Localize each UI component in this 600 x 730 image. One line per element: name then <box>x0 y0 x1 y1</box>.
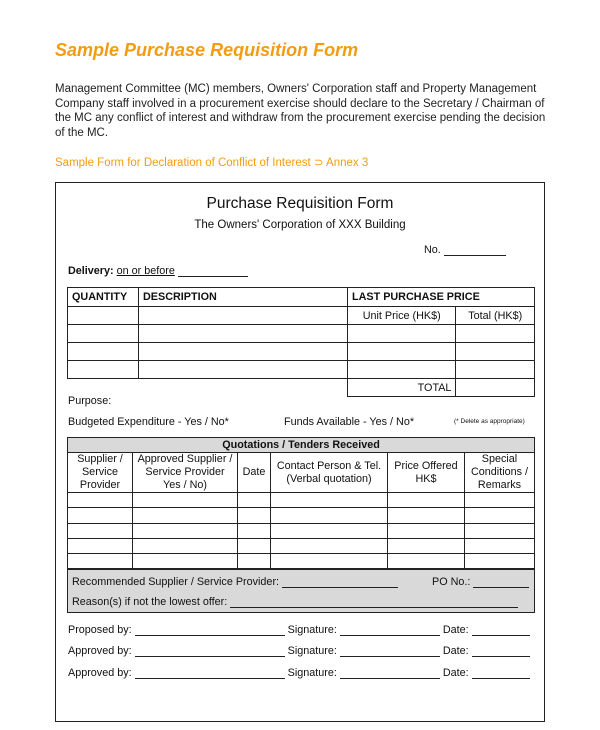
table-cell[interactable] <box>139 325 348 343</box>
table-cell[interactable] <box>465 508 535 523</box>
table-cell[interactable] <box>456 343 535 361</box>
po-field[interactable] <box>432 576 529 588</box>
last-price-header: LAST PURCHASE PRICE <box>348 288 535 307</box>
blank-cell <box>68 379 139 397</box>
reason-label: Reason(s) if not the lowest offer: <box>72 596 228 608</box>
table-cell[interactable] <box>388 554 465 569</box>
delivery-label: Delivery: <box>68 265 114 277</box>
signoff-label: Approved by: <box>68 645 132 657</box>
delivery-value: on or before <box>116 265 175 277</box>
page-title: Sample Purchase Requisition Form <box>55 40 359 60</box>
signoff-row <box>68 624 530 636</box>
table-cell[interactable] <box>133 493 238 508</box>
po-label: PO No.: <box>432 576 471 588</box>
total-value-cell[interactable] <box>456 379 535 397</box>
date-col: Date <box>238 453 271 493</box>
form-title: Purchase Requisition Form <box>206 195 394 212</box>
table-row <box>68 538 535 553</box>
remarks-col: Special Conditions / Remarks <box>465 453 535 493</box>
total-label: TOTAL <box>348 379 456 397</box>
signoff-label: Approved by: <box>68 667 132 679</box>
table-cell[interactable] <box>456 361 535 379</box>
name-line[interactable] <box>135 635 285 636</box>
table-cell[interactable] <box>68 538 133 553</box>
signature-line[interactable] <box>340 635 440 636</box>
table-row <box>68 343 535 361</box>
number-field[interactable] <box>424 244 506 256</box>
table-cell[interactable] <box>133 554 238 569</box>
table-cell[interactable] <box>465 554 535 569</box>
contact-col: Contact Person & Tel. (Verbal quotation) <box>271 453 388 493</box>
supplier-col: Supplier / Service Provider <box>68 453 133 493</box>
po-line[interactable] <box>473 587 529 588</box>
table-row <box>68 493 535 508</box>
requisition-form <box>55 182 545 722</box>
table-cell[interactable] <box>465 538 535 553</box>
form-subtitle: The Owners' Corporation of XXX Building <box>194 219 406 231</box>
table-cell[interactable] <box>68 307 139 325</box>
table-cell[interactable] <box>68 325 139 343</box>
signature-line[interactable] <box>340 656 440 657</box>
total-price-header: Total (HK$) <box>456 307 535 325</box>
table-cell[interactable] <box>238 508 271 523</box>
signoff-label: Proposed by: <box>68 624 132 636</box>
table-cell[interactable] <box>465 493 535 508</box>
quotations-header: Quotations / Tenders Received <box>68 438 535 453</box>
table-cell[interactable] <box>68 554 133 569</box>
price-col: Price Offered HK$ <box>388 453 465 493</box>
table-cell[interactable] <box>271 523 388 538</box>
table-row <box>68 325 535 343</box>
table-cell[interactable] <box>139 307 348 325</box>
intro-paragraph: Management Committee (MC) members, Owners' Corporation staff and Property Management Company staff involved in a procurement exercise should declare to the Secretary / Chairman of the MC any conflict of interest and withdraw from the procurement exercise pending the decision of the MC. <box>55 83 546 139</box>
recommended-label: Recommended Supplier / Service Provider: <box>72 576 280 588</box>
quotations-table <box>67 437 535 569</box>
table-cell[interactable] <box>139 343 348 361</box>
table-cell[interactable] <box>133 523 238 538</box>
total-row <box>68 379 535 397</box>
table-cell[interactable] <box>68 508 133 523</box>
recommendation-box <box>67 569 535 613</box>
table-cell[interactable] <box>271 538 388 553</box>
number-label: No. <box>424 244 441 256</box>
date-line[interactable] <box>472 635 530 636</box>
unit-price-header: Unit Price (HK$) <box>348 307 456 325</box>
table-cell[interactable] <box>348 325 456 343</box>
approved-col: Approved Supplier / Service Provider Yes / No) <box>133 453 238 493</box>
table-cell[interactable] <box>465 523 535 538</box>
signature-label: Signature: <box>287 624 337 636</box>
table-cell[interactable] <box>388 538 465 553</box>
table-cell[interactable] <box>68 361 139 379</box>
table-cell[interactable] <box>68 343 139 361</box>
purpose-label: Purpose: <box>68 395 112 407</box>
table-cell[interactable] <box>271 493 388 508</box>
budgeted-expenditure: Budgeted Expenditure - Yes / No* <box>68 416 229 428</box>
annex-link[interactable]: Sample Form for Declaration of Conflict of Interest ⊃ Annex 3 <box>55 157 369 169</box>
table-row <box>68 523 535 538</box>
blank-cell <box>139 379 348 397</box>
name-line[interactable] <box>135 656 285 657</box>
recommended-line[interactable] <box>282 587 398 588</box>
signature-label: Signature: <box>287 645 337 657</box>
table-cell[interactable] <box>388 493 465 508</box>
date-label: Date: <box>442 645 469 657</box>
table-cell[interactable] <box>68 493 133 508</box>
items-table <box>67 287 535 397</box>
date-label: Date: <box>442 624 469 636</box>
reason-line[interactable] <box>230 607 518 608</box>
table-cell[interactable] <box>68 523 133 538</box>
table-cell[interactable] <box>133 508 238 523</box>
signature-label: Signature: <box>287 667 337 679</box>
delivery-field[interactable] <box>68 265 248 277</box>
table-cell[interactable] <box>238 493 271 508</box>
table-cell[interactable] <box>348 343 456 361</box>
table-row <box>68 508 535 523</box>
date-line[interactable] <box>472 678 530 679</box>
date-line[interactable] <box>472 656 530 657</box>
table-cell[interactable] <box>271 554 388 569</box>
table-cell[interactable] <box>388 508 465 523</box>
signature-line[interactable] <box>340 678 440 679</box>
quantity-header: QUANTITY <box>68 288 139 307</box>
table-cell[interactable] <box>238 554 271 569</box>
delete-note: (* Delete as appropriate) <box>454 418 525 425</box>
number-line[interactable] <box>444 255 506 256</box>
table-cell[interactable] <box>348 361 456 379</box>
delivery-line[interactable] <box>178 276 248 277</box>
reason-field[interactable] <box>72 596 518 608</box>
table-row <box>68 554 535 569</box>
table-cell[interactable] <box>238 538 271 553</box>
table-cell[interactable] <box>133 538 238 553</box>
name-line[interactable] <box>135 678 285 679</box>
table-row <box>68 361 535 379</box>
table-cell[interactable] <box>271 508 388 523</box>
table-cell[interactable] <box>456 325 535 343</box>
signoff-row <box>68 667 530 679</box>
table-cell[interactable] <box>388 523 465 538</box>
signoff-row <box>68 645 530 657</box>
recommended-supplier-field[interactable] <box>72 576 398 588</box>
table-cell[interactable] <box>139 361 348 379</box>
table-cell[interactable] <box>238 523 271 538</box>
date-label: Date: <box>442 667 469 679</box>
description-header: DESCRIPTION <box>139 288 348 307</box>
funds-available: Funds Available - Yes / No* <box>284 416 415 428</box>
